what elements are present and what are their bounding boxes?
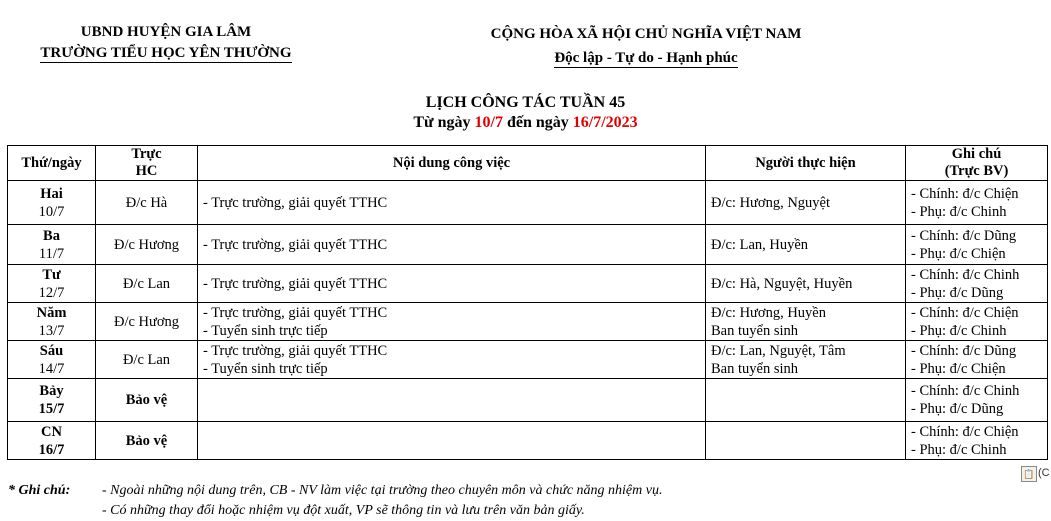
- content-cell: - Trực trường, giải quyết TTHC: [198, 225, 706, 265]
- person-cell: Đ/c: Hà, Nguyệt, Huyền: [706, 265, 906, 303]
- header-content: Nội dung công việc: [198, 146, 706, 181]
- content-cell: [198, 422, 706, 460]
- table-header-row: [8, 146, 1048, 181]
- motto: Độc lập - Tự do - Hạnh phúc: [554, 50, 738, 66]
- note-cell: - Chính: đ/c Chiện - Phụ: đ/c Chinh: [906, 181, 1048, 225]
- paste-options-label[interactable]: (C: [1038, 467, 1050, 479]
- notes-label: * Ghi chú:: [8, 483, 71, 498]
- person-cell: [706, 422, 906, 460]
- person-cell: Đ/c: Lan, Nguyệt, Tâm Ban tuyển sinh: [706, 341, 906, 379]
- hc-cell: Bảo vệ: [96, 379, 198, 422]
- note-line: - Ngoài những nội dung trên, CB - NV làm việc tại trường theo chuyên môn và chức năng nhiệm vụ.: [102, 483, 663, 498]
- note-cell: - Chính: đ/c Dũng - Phụ: đ/c Chiện: [906, 225, 1048, 265]
- school-name: TRƯỜNG TIỂU HỌC YÊN THƯỜNG: [40, 45, 292, 61]
- day-cell: Sáu 14/7: [8, 341, 96, 379]
- schedule-table: [7, 145, 1048, 460]
- note-line: - Có những thay đổi hoặc nhiệm vụ đột xuất, VP sẽ thông tin và lưu trên văn bản giấy.: [102, 503, 585, 518]
- person-cell: Đ/c: Lan, Huyền: [706, 225, 906, 265]
- header-day: Thứ/ngày: [8, 146, 96, 181]
- hc-cell: Đ/c Hương: [96, 303, 198, 341]
- table-row: [8, 265, 1048, 303]
- header-hc: Trực HC: [96, 146, 198, 181]
- header-note: Ghi chú (Trực BV): [906, 146, 1048, 181]
- content-cell: - Trực trường, giải quyết TTHC: [198, 181, 706, 225]
- content-cell: - Trực trường, giải quyết TTHC - Tuyển sinh trực tiếp: [198, 303, 706, 341]
- title-main: LỊCH CÔNG TÁC TUẦN 45: [425, 94, 626, 111]
- note-cell: - Chính: đ/c Chinh - Phụ: đ/c Dũng: [906, 379, 1048, 422]
- day-cell: Năm 13/7: [8, 303, 96, 341]
- hc-cell: Đ/c Hà: [96, 181, 198, 225]
- header-person: Người thực hiện: [706, 146, 906, 181]
- table-row: [8, 225, 1048, 265]
- day-cell: CN 16/7: [8, 422, 96, 460]
- district-name: UBND HUYỆN GIA LÂM: [80, 24, 252, 40]
- date-from: 10/7: [474, 114, 503, 131]
- person-cell: Đ/c: Hương, Huyền Ban tuyển sinh: [706, 303, 906, 341]
- table-row: [8, 181, 1048, 225]
- notes-section: [8, 481, 662, 521]
- day-cell: Bảy 15/7: [8, 379, 96, 422]
- note-cell: - Chính: đ/c Chiện - Phụ: đ/c Chinh: [906, 303, 1048, 341]
- hc-cell: Bảo vệ: [96, 422, 198, 460]
- table-row: [8, 303, 1048, 341]
- table-row: [8, 379, 1048, 422]
- person-cell: [706, 379, 906, 422]
- content-cell: - Trực trường, giải quyết TTHC: [198, 265, 706, 303]
- date-to: 16/7/2023: [572, 114, 638, 131]
- hc-cell: Đ/c Lan: [96, 341, 198, 379]
- table-row: [8, 422, 1048, 460]
- hc-cell: Đ/c Lan: [96, 265, 198, 303]
- day-cell: Hai 10/7: [8, 181, 96, 225]
- hc-cell: Đ/c Hương: [96, 225, 198, 265]
- header-left: [10, 22, 322, 64]
- table-row: [8, 341, 1048, 379]
- header-right: [430, 22, 862, 70]
- note-cell: - Chính: đ/c Dũng - Phụ: đ/c Chiện: [906, 341, 1048, 379]
- day-cell: Ba 11/7: [8, 225, 96, 265]
- country-name: CỘNG HÒA XÃ HỘI CHỦ NGHĨA VIỆT NAM: [490, 26, 802, 42]
- paste-options-icon[interactable]: 📋: [1021, 466, 1037, 482]
- title-date-range: Từ ngày 10/7 đến ngày 16/7/2023: [413, 114, 638, 131]
- person-cell: Đ/c: Hương, Nguyệt: [706, 181, 906, 225]
- document-title: [0, 93, 1051, 133]
- content-cell: [198, 379, 706, 422]
- note-cell: - Chính: đ/c Chiện - Phụ: đ/c Chinh: [906, 422, 1048, 460]
- content-cell: - Trực trường, giải quyết TTHC - Tuyển sinh trực tiếp: [198, 341, 706, 379]
- note-cell: - Chính: đ/c Chinh - Phụ: đ/c Dũng: [906, 265, 1048, 303]
- day-cell: Tư 12/7: [8, 265, 96, 303]
